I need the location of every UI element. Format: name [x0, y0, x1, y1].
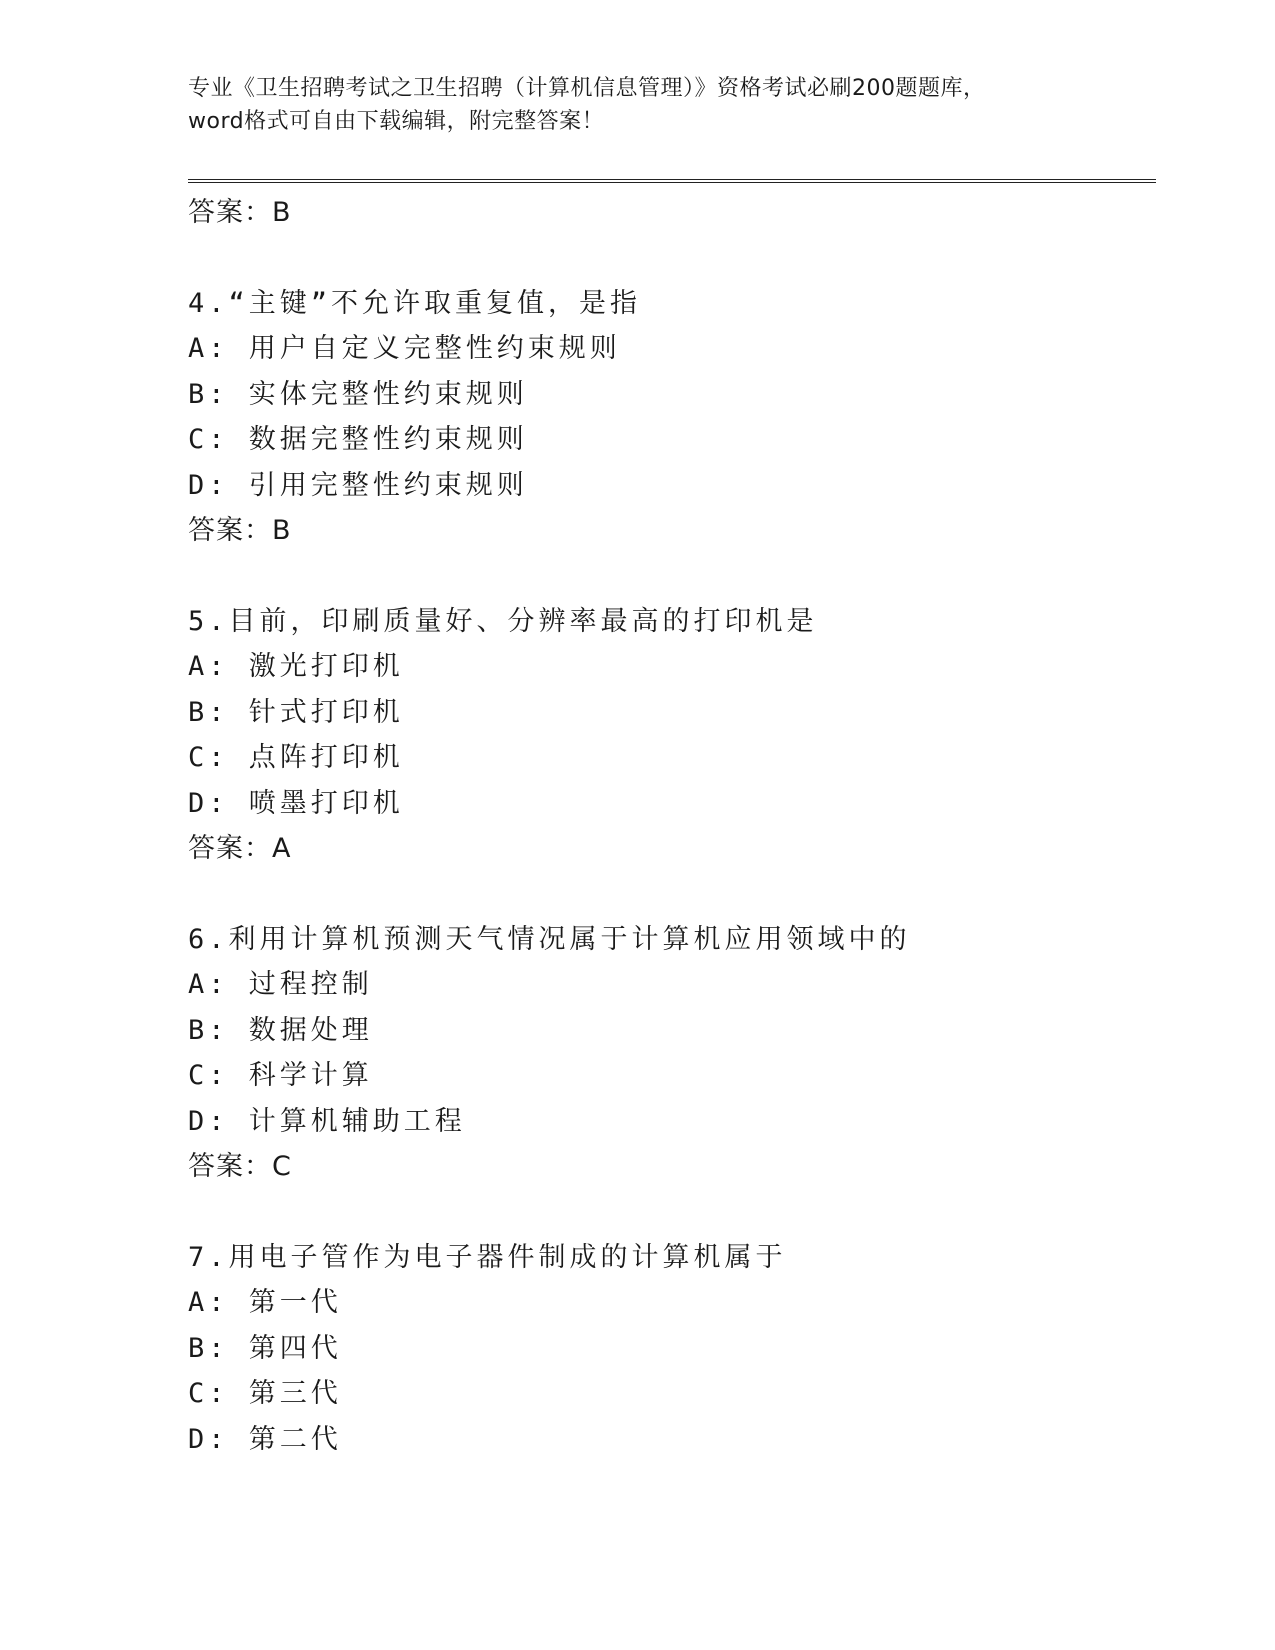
option-b: B: 数据处理: [188, 1014, 373, 1046]
option-d: D: 第二代: [188, 1423, 342, 1455]
document-header: [188, 72, 1088, 138]
spacer: [188, 1189, 1148, 1235]
spacer: [188, 235, 1148, 281]
answer-line: 答案：B: [188, 515, 292, 546]
question-block: [188, 917, 1148, 1189]
question-stem: 7.用电子管作为电子器件制成的计算机属于: [188, 1242, 787, 1273]
option-d: D: 计算机辅助工程: [188, 1105, 466, 1137]
option-b: B: 针式打印机: [188, 696, 404, 728]
option-a: A: 第一代: [188, 1287, 342, 1318]
option-c: C: 数据完整性约束规则: [188, 424, 528, 455]
question-stem: 6.利用计算机预测天气情况属于计算机应用领域中的: [188, 924, 911, 955]
option-c: C: 科学计算: [188, 1060, 373, 1091]
option-a: A: 激光打印机: [188, 651, 404, 682]
question-block: [188, 281, 1148, 553]
option-a: A: 用户自定义完整性约束规则: [188, 333, 621, 364]
question-stem: 5.目前，印刷质量好、分辨率最高的打印机是: [188, 606, 818, 637]
answer-line: 答案：C: [188, 1151, 292, 1182]
option-d: D: 引用完整性约束规则: [188, 469, 528, 501]
option-c: C: 点阵打印机: [188, 742, 404, 773]
header-title-line-1: 专业《卫生招聘考试之卫生招聘（计算机信息管理）》资格考试必刷200题题库，: [188, 76, 986, 101]
answer-line: 答案：A: [188, 833, 292, 864]
answer-line: 答案：B: [188, 197, 292, 228]
document-body: [188, 190, 1148, 1462]
option-b: B: 第四代: [188, 1332, 342, 1364]
option-a: A: 过程控制: [188, 969, 373, 1000]
question-block: [188, 1235, 1148, 1462]
header-divider: [188, 179, 1156, 183]
option-d: D: 喷墨打印机: [188, 787, 404, 819]
spacer: [188, 871, 1148, 917]
question-block: [188, 599, 1148, 871]
option-b: B: 实体完整性约束规则: [188, 378, 528, 410]
header-title-line-2: word格式可自由下载编辑，附完整答案！: [188, 109, 605, 134]
question-stem: 4.“主键”不允许取重复值，是指: [188, 288, 642, 319]
spacer: [188, 553, 1148, 599]
option-c: C: 第三代: [188, 1378, 342, 1409]
